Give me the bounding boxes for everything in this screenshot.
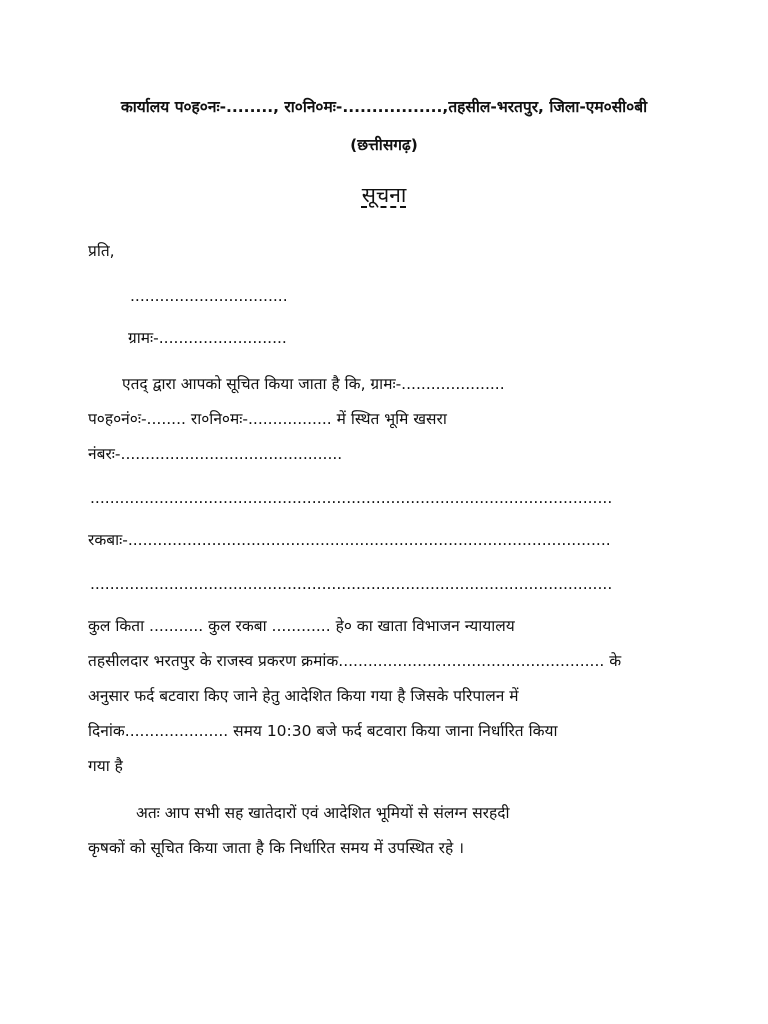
body-line: अतः आप सभी सह खातेदारों एवं आदेशित भूमियों से संलग्न सरहदी — [136, 804, 510, 822]
body-line: कुल किता ........... कुल रकबा ............ हे० का खाता विभाजन न्यायालय — [88, 617, 515, 635]
body-line: अनुसार फर्द बटवारा किए जाने हेतु आदेशित किया गया है जिसके परिपालन में — [88, 687, 519, 705]
body-line: नंबरः-............................................. — [88, 445, 343, 463]
document-title — [0, 182, 768, 208]
body-line: प०ह०नं०ः-........ रा०नि०मः-................. में स्थित भूमि खसरा — [88, 410, 447, 428]
body-line: दिनांक..................... समय 10:30 बजे फर्द बटवारा किया जाना निर्धारित किया — [88, 722, 558, 740]
blank-line: .......................................................................................................... — [90, 575, 613, 593]
office-header: कार्यालय प०ह०नः-........, रा०नि०मः-.................,तहसील-भरतपुर, जिला-एम०सी०बी — [120, 98, 648, 116]
addressee-name-blank: ................................ — [130, 287, 288, 305]
salutation: प्रति, — [88, 242, 115, 260]
body-line: गया है — [88, 757, 123, 775]
body-line: कृषकों को सूचित किया जाता है कि निर्धारित समय में उपस्थित रहे । — [88, 839, 465, 857]
body-line: एतद् द्वारा आपको सूचित किया जाता है कि, ग्रामः-..................... — [122, 375, 505, 393]
addressee-village: ग्रामः-.......................... — [128, 329, 287, 347]
area-field: रकबाः-.................................................................................................. — [88, 531, 611, 549]
blank-line: .......................................................................................................... — [90, 489, 613, 507]
state-name: (छत्तीसगढ़) — [350, 136, 418, 154]
title-text: सूचना — [361, 183, 407, 207]
body-line: तहसीलदार भरतपुर के राजस्व प्रकरण क्रमांक...................................................... के — [88, 652, 622, 670]
